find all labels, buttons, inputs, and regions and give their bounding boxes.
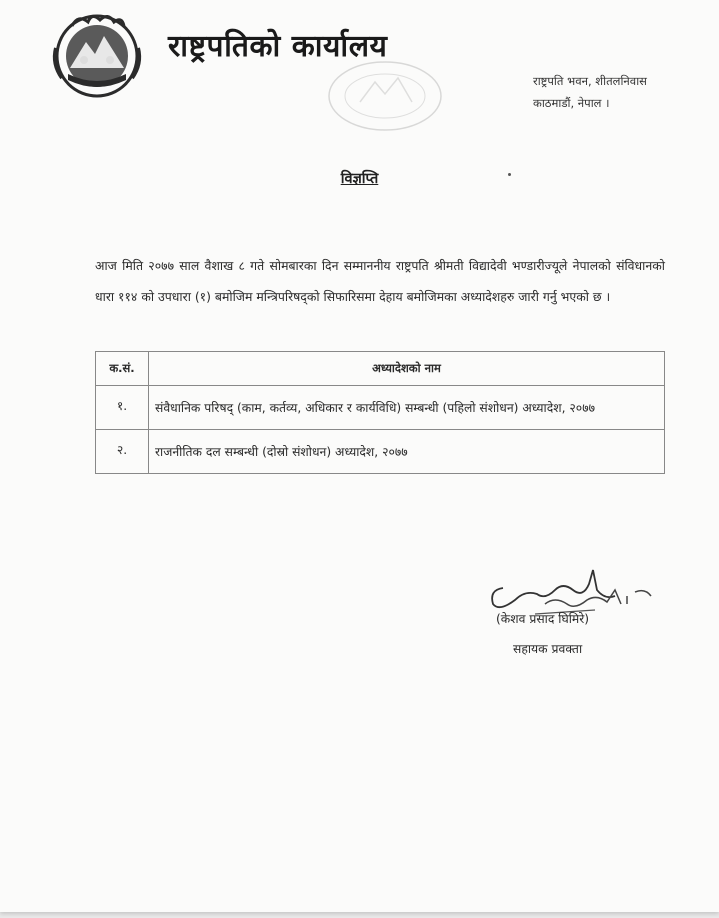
ordinance-table — [95, 351, 665, 474]
row-serial: २. — [96, 430, 149, 474]
office-name: राष्ट्रपतिको कार्यालय — [168, 29, 388, 64]
table-row — [96, 430, 665, 474]
nepal-emblem-icon — [48, 8, 146, 100]
office-stamp-watermark-icon — [320, 52, 450, 140]
column-header-serial: क.सं. — [96, 352, 149, 386]
table-row — [96, 386, 665, 430]
table-header-row — [96, 352, 665, 386]
address-line-1: राष्ट्रपति भवन, शीतलनिवास — [533, 74, 647, 88]
column-header-name: अध्यादेशको नाम — [149, 352, 665, 386]
signatory-title: सहायक प्रवक्ता — [513, 642, 583, 656]
address-line-2: काठमाडौं, नेपाल । — [533, 96, 610, 110]
row-serial: १. — [96, 386, 149, 430]
row-ordinance-name: संवैधानिक परिषद् (काम, कर्तव्य, अधिकार र कार्यविधि) सम्बन्धी (पहिलो संशोधन) अध्यादेश, २०७७ — [149, 386, 665, 430]
notice-title: विज्ञप्ति — [340, 171, 379, 187]
notice-title-wrap — [0, 168, 719, 188]
notice-body: आज मिति २०७७ साल वैशाख ८ गते सोमबारका दिन सम्माननीय राष्ट्रपति श्रीमती विद्यादेवी भण्डारीज्यूले नेपालको संविधानको धारा ११४ को उपधारा (१) बमोजिम मन्त्रिपरिषद्को सिफारिसमा देहाय बमोजिमका अध्यादेशहरु जारी गर्नु भएको छ । — [95, 258, 665, 304]
stray-mark — [508, 173, 511, 176]
office-address — [533, 70, 647, 114]
row-ordinance-name: राजनीतिक दल सम्बन्धी (दोस्रो संशोधन) अध्यादेश, २०७७ — [149, 430, 665, 474]
signatory-name: (केशव प्रसाद घिमिरे) — [496, 612, 590, 626]
